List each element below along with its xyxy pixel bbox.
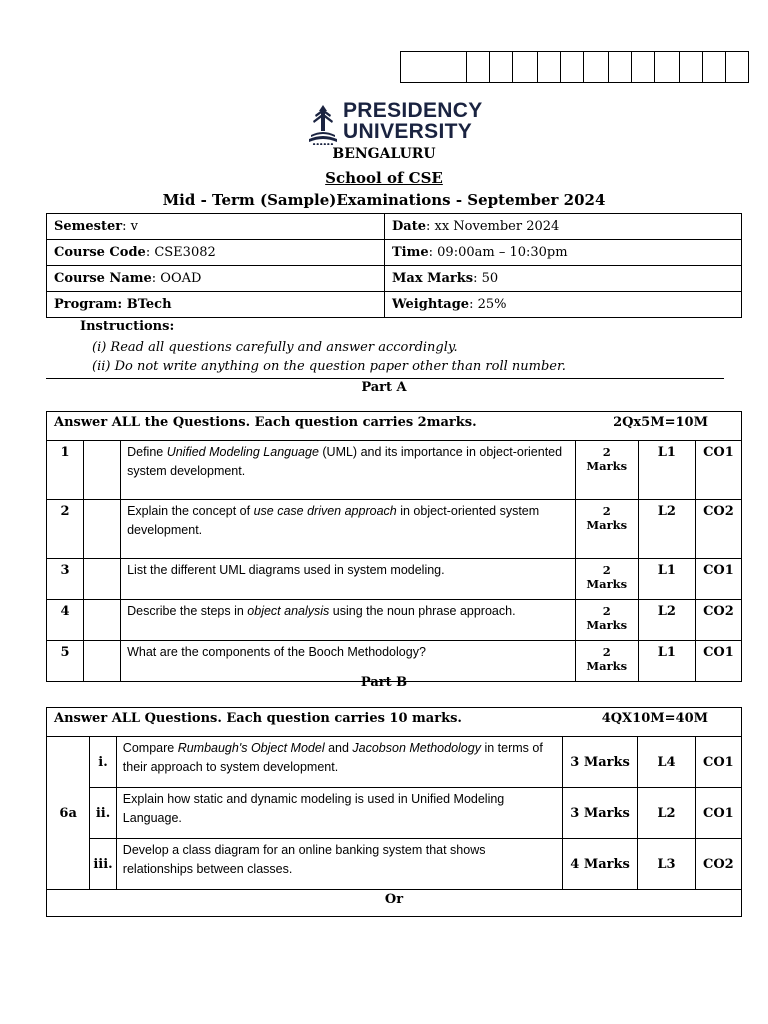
course-code-value: : CSE3082 xyxy=(145,245,216,260)
program-label: Program: BTech xyxy=(54,297,172,312)
sub-number-cell xyxy=(84,500,121,559)
question-number: 4 xyxy=(47,600,84,641)
roll-box xyxy=(467,52,490,82)
logo-line1: PRESIDENCY xyxy=(343,99,483,122)
question-number: 3 xyxy=(47,559,84,600)
question-number: 5 xyxy=(47,641,84,682)
marks-cell: 4 Marks xyxy=(562,839,638,890)
question-text-part: (UML) and its importance in object-oriented system development. xyxy=(127,445,563,478)
level-cell: L1 xyxy=(638,559,695,600)
roll-box xyxy=(561,52,584,82)
sub-number-cell xyxy=(84,441,121,500)
question-key-term: object analysis xyxy=(247,604,330,618)
roll-box xyxy=(584,52,609,82)
level-cell: L2 xyxy=(638,788,695,839)
question-row xyxy=(47,839,742,890)
marks-cell: 2 Marks xyxy=(575,559,638,600)
question-text-part: and xyxy=(324,741,353,755)
course-info-table xyxy=(46,213,742,318)
program-cell xyxy=(47,292,385,318)
date-label: Date xyxy=(392,219,426,234)
roll-number-boxes xyxy=(400,51,749,83)
roll-box xyxy=(609,52,632,82)
university-logo-text xyxy=(343,100,483,142)
university-logo-emblem xyxy=(303,101,343,145)
instruction-item-2: (ii) Do not write anything on the question paper other than roll number. xyxy=(92,359,566,374)
question-row xyxy=(47,559,742,600)
course-outcome-cell: CO1 xyxy=(695,737,741,788)
part-a-instruction: Answer ALL the Questions. Each question carries 2marks. xyxy=(54,415,477,430)
question-text xyxy=(121,559,576,600)
course-name-cell xyxy=(47,266,385,292)
question-text xyxy=(121,500,576,559)
or-row: Or xyxy=(47,890,742,917)
question-text-part: Describe the steps in xyxy=(127,604,248,618)
question-text xyxy=(116,737,562,788)
city-name: BENGALURU xyxy=(332,146,436,162)
sub-question-number: i. xyxy=(90,737,117,788)
question-key-term: Rumbaugh's Object Model xyxy=(177,741,325,755)
course-name-label: Course Name xyxy=(54,271,152,286)
part-b-instruction: Answer ALL Questions. Each question carries 10 marks. xyxy=(54,711,462,726)
question-text xyxy=(116,788,562,839)
time-label: Time xyxy=(392,245,429,260)
question-key-term: use case driven approach xyxy=(253,504,397,518)
part-b-heading xyxy=(47,708,742,737)
marks-cell: 2 Marks xyxy=(575,641,638,682)
roll-box xyxy=(655,52,680,82)
roll-box xyxy=(680,52,703,82)
course-outcome-cell: CO2 xyxy=(695,839,741,890)
logo-line2: UNIVERSITY xyxy=(343,120,473,143)
question-row xyxy=(47,788,742,839)
time-cell xyxy=(385,240,742,266)
level-cell: L4 xyxy=(638,737,695,788)
course-outcome-cell: CO1 xyxy=(695,441,741,500)
course-outcome-cell: CO1 xyxy=(695,641,741,682)
max-marks-value: : 50 xyxy=(473,271,499,286)
question-text-part: in terms of their approach to system development. xyxy=(122,741,543,774)
svg-text:● ● ● ● ● ●: ● ● ● ● ● ● xyxy=(312,142,334,145)
semester-cell xyxy=(47,214,385,240)
question-row xyxy=(47,441,742,500)
sub-number-cell xyxy=(84,559,121,600)
marks-cell: 3 Marks xyxy=(562,737,638,788)
question-text xyxy=(121,441,576,500)
part-b-title: Part B xyxy=(360,675,408,690)
question-number: 1 xyxy=(47,441,84,500)
semester-value: : v xyxy=(122,219,138,234)
question-group-number: 6a xyxy=(47,737,90,890)
roll-box xyxy=(401,52,467,82)
marks-cell: 2 Marks xyxy=(575,500,638,559)
roll-box xyxy=(632,52,655,82)
course-outcome-cell: CO2 xyxy=(695,500,741,559)
question-text-part: Define xyxy=(127,445,167,459)
question-text-part: Explain the concept of xyxy=(127,504,254,518)
course-outcome-cell: CO2 xyxy=(695,600,741,641)
roll-box xyxy=(726,52,748,82)
part-a-title: Part A xyxy=(361,380,407,395)
question-key-term: Unified Modeling Language xyxy=(166,445,319,459)
date-value: : xx November 2024 xyxy=(425,219,560,234)
question-number: 2 xyxy=(47,500,84,559)
course-outcome-cell: CO1 xyxy=(695,788,741,839)
time-value: : 09:00am – 10:30pm xyxy=(428,245,568,260)
question-text xyxy=(121,600,576,641)
part-b-table xyxy=(46,707,742,917)
level-cell: L2 xyxy=(638,500,695,559)
question-text-part: What are the components of the Booch Methodology? xyxy=(127,645,426,659)
part-b-total: 4QX10M=40M xyxy=(601,711,708,726)
sub-question-number: ii. xyxy=(90,788,117,839)
part-a-table xyxy=(46,411,742,682)
question-row xyxy=(47,600,742,641)
part-a-total: 2Qx5M=10M xyxy=(613,415,708,430)
question-key-term: Jacobson Methodology xyxy=(352,741,481,755)
part-a-heading xyxy=(47,412,742,441)
level-cell: L2 xyxy=(638,600,695,641)
question-text-part: List the different UML diagrams used in system modeling. xyxy=(127,563,445,577)
roll-box xyxy=(490,52,513,82)
level-cell: L1 xyxy=(638,641,695,682)
instruction-item-1: (i) Read all questions carefully and answer accordingly. xyxy=(92,340,458,355)
marks-cell: 3 Marks xyxy=(562,788,638,839)
roll-box xyxy=(703,52,726,82)
question-text-part: in object-oriented system development. xyxy=(127,504,540,537)
semester-label: Semester xyxy=(54,219,123,234)
sub-question-number: iii. xyxy=(90,839,117,890)
roll-box xyxy=(513,52,538,82)
level-cell: L1 xyxy=(638,441,695,500)
weightage-cell xyxy=(385,292,742,318)
date-cell xyxy=(385,214,742,240)
weightage-label: Weightage xyxy=(392,297,470,312)
course-code-cell xyxy=(47,240,385,266)
max-marks-label: Max Marks xyxy=(392,271,474,286)
school-name: School of CSE xyxy=(325,169,443,187)
question-text xyxy=(116,839,562,890)
instructions-title: Instructions: xyxy=(80,319,175,334)
course-outcome-cell: CO1 xyxy=(695,559,741,600)
question-text-part: using the noun phrase approach. xyxy=(329,604,516,618)
roll-box xyxy=(538,52,561,82)
question-text-part: Develop a class diagram for an online banking system that shows relationships between classes. xyxy=(122,843,486,876)
marks-cell: 2 Marks xyxy=(575,600,638,641)
level-cell: L3 xyxy=(638,839,695,890)
max-marks-cell xyxy=(385,266,742,292)
divider xyxy=(46,378,724,379)
weightage-value: : 25% xyxy=(469,297,507,312)
question-row xyxy=(47,737,742,788)
course-name-value: : OOAD xyxy=(151,271,202,286)
question-row xyxy=(47,500,742,559)
marks-cell: 2 Marks xyxy=(575,441,638,500)
sub-number-cell xyxy=(84,600,121,641)
course-code-label: Course Code xyxy=(54,245,146,260)
question-text-part: Compare xyxy=(122,741,178,755)
exam-title: Mid - Term (Sample)Examinations - September 2024 xyxy=(162,191,606,209)
question-text-part: Explain how static and dynamic modeling is used in Unified Modeling Language. xyxy=(122,792,505,825)
